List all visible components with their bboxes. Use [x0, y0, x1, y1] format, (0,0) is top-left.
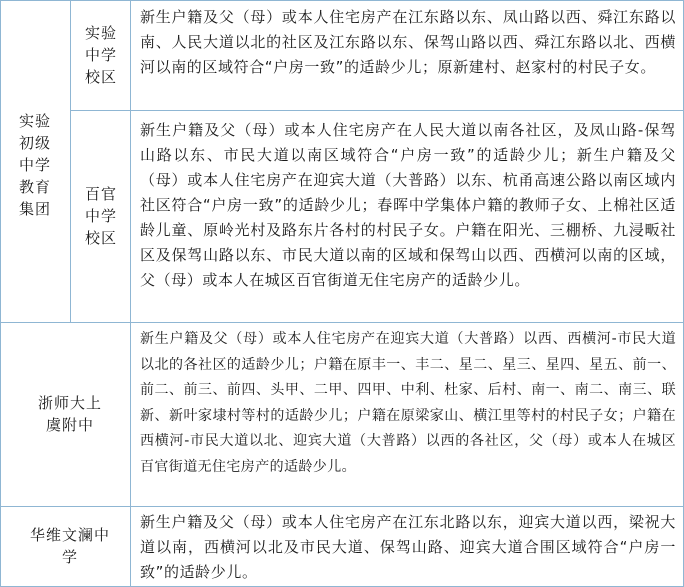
group-name: 实验初级中学教育集团: [18, 112, 51, 218]
campus-name: 百官中学校区: [84, 185, 117, 247]
school-description: 新生户籍及父（母）或本人住宅房产在江东北路以东，迎宾大道以西，梁祝大道以南，西横河以北及市民大道、保驾山路、迎宾大道合围区域符合“户房一致”的适龄少儿。: [140, 513, 676, 581]
school-name: 浙师大上虞附中: [38, 394, 103, 434]
column-divider: [70, 0, 71, 322]
column-divider: [130, 0, 131, 587]
row-divider: [70, 110, 684, 111]
table-border-left: [0, 0, 1, 587]
campus-name: 实验中学校区: [84, 24, 117, 86]
campus-description: 新生户籍及父（母）或本人住宅房产在江东路以东、凤山路以西、舜江东路以南、人民大道以北的社区及江东路以东、保驾山路以西、舜江东路以北、西横河以南的区域符合“户房一致”的适龄少儿；原新建村、赵家村的村民子女。: [140, 8, 676, 76]
campus-name-cell: [76, 110, 126, 322]
school-name-cell: [18, 322, 122, 506]
school-description: 新生户籍及父（母）或本人住宅房产在迎宾大道（大普路）以西、西横河-市民大道以北的各社区的适龄少儿；户籍在原丰一、丰二、星二、星三、星四、星五、前一、前二、前三、前四、头甲、二甲、四甲、中利、杜家、后村、南一、南二、南三、联新、新叶家埭村等村的适龄少儿；户籍在原梁家山、横江里等村的村民子女；户籍在西横河-市民大道以北、迎宾大道（大普路）以西的各社区，父（母）或本人在城区百官街道无住宅房产的适龄少儿。: [140, 331, 676, 475]
school-name-cell: [18, 506, 122, 586]
campus-name-cell: [76, 0, 126, 110]
campus-description: 新生户籍及父（母）或本人住宅房产在人民大道以南各社区，及凤山路-保驾山路以东、市民大道以南区域符合“户房一致”的适龄少儿；新生户籍及父（母）或本人住宅房产在迎宾大道（大普路）以东、杭甬高速公路以南区域内社区符合“户房一致”的适龄少儿；春晖中学集体户籍的教师子女、上棉社区适龄儿童、原岭光村及路东片各村的村民子女。户籍在阳光、三棚桥、九浸畈社区及保驾山路以东、市民大道以南的区域和保驾山以西、西横河以南的区域，父（母）或本人在城区百官街道无住宅房产的适龄少儿。: [140, 121, 676, 289]
group-name-cell: [8, 90, 62, 240]
school-name: 华维文澜中学: [29, 526, 110, 566]
